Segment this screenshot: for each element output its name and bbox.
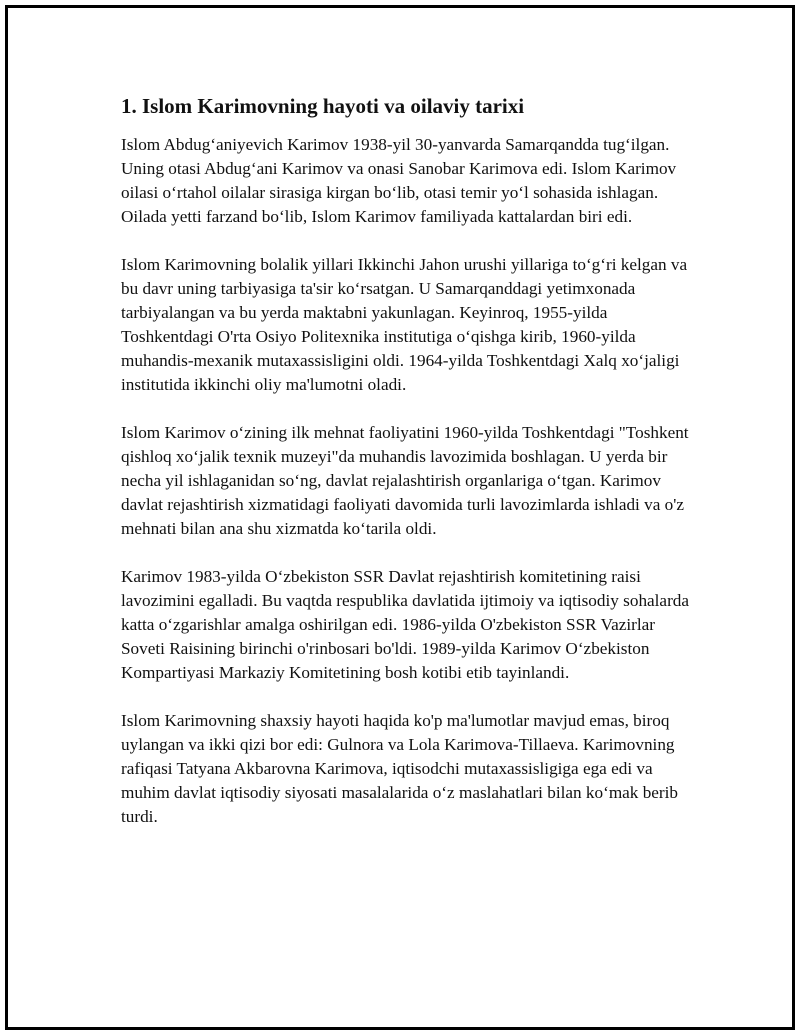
paragraph-5: Islom Karimovning shaxsiy hayoti haqida ko'p ma'lumotlar mavjud emas, biroq uylangan va ikki qizi bor edi: Gulnora va Lola Karimova-Tillaeva. Karimovning rafiqasi Tatyana Akbarovna Karimova, iqtisodchi mutaxassisligiga ega edi va muhim davlat iqtisodiy siyosati masalalarida o‘z maslahatlari bilan ko‘mak berib turdi. [121,711,679,826]
document-title: 1. Islom Karimovning hayoti va oilaviy tarixi [121,94,525,118]
paragraph-3: Islom Karimov o‘zining ilk mehnat faoliyatini 1960-yilda Toshkentdagi "Toshkent qishloq xo‘jalik texnik muzeyi"da muhandis lavozimida boshlagan. U yerda bir necha yil ishlaganidan so‘ng, davlat rejalashtirish organlariga o‘tgan. Karimov davlat rejashtirish xizmatidagi faoliyati davomida turli lavozimlarda ishladi va o'z mehnati bilan ana shu xizmatda ko‘tarila oldi. [121,423,689,538]
document-page [5,5,795,1030]
paragraph-2: Islom Karimovning bolalik yillari Ikkinchi Jahon urushi yillariga to‘g‘ri kelgan va bu davr uning tarbiyasiga ta'sir ko‘rsatgan. U Samarqanddagi yetimxonada tarbiyalangan va bu yerda maktabni yakunlagan. Keyinroq, 1955-yilda Toshkentdagi O'rta Osiyo Politexnika institutiga o‘qishga kirib, 1960-yilda muhandis-mexanik mutaxassisligini oldi. 1964-yilda Toshkentdagi Xalq xo‘jaligi institutida ikkinchi oliy ma'lumotni oladi. [121,255,688,394]
document-body [121,93,691,853]
paragraph-1: Islom Abdug‘aniyevich Karimov 1938-yil 30-yanvarda Samarqandda tug‘ilgan. Uning otasi Abdug‘ani Karimov va onasi Sanobar Karimova edi. Islom Karimov oilasi o‘rtahol oilalar sirasiga kirgan bo‘lib, otasi temir yo‘l sohasida ishlagan. Oilada yetti farzand bo‘lib, Islom Karimov familiyada kattalardan biri edi. [121,135,677,226]
paragraph-4: Karimov 1983-yilda O‘zbekiston SSR Davlat rejashtirish komitetining raisi lavozimini egalladi. Bu vaqtda respublika davlatida ijtimoiy va iqtisodiy sohalarda katta o‘zgarishlar amalga oshirilgan edi. 1986-yilda O'zbekiston SSR Vazirlar Soveti Raisining birinchi o'rinbosari bo'ldi. 1989-yilda Karimov O‘zbekiston Kompartiyasi Markaziy Komitetining bosh kotibi etib tayinlandi. [121,567,690,682]
